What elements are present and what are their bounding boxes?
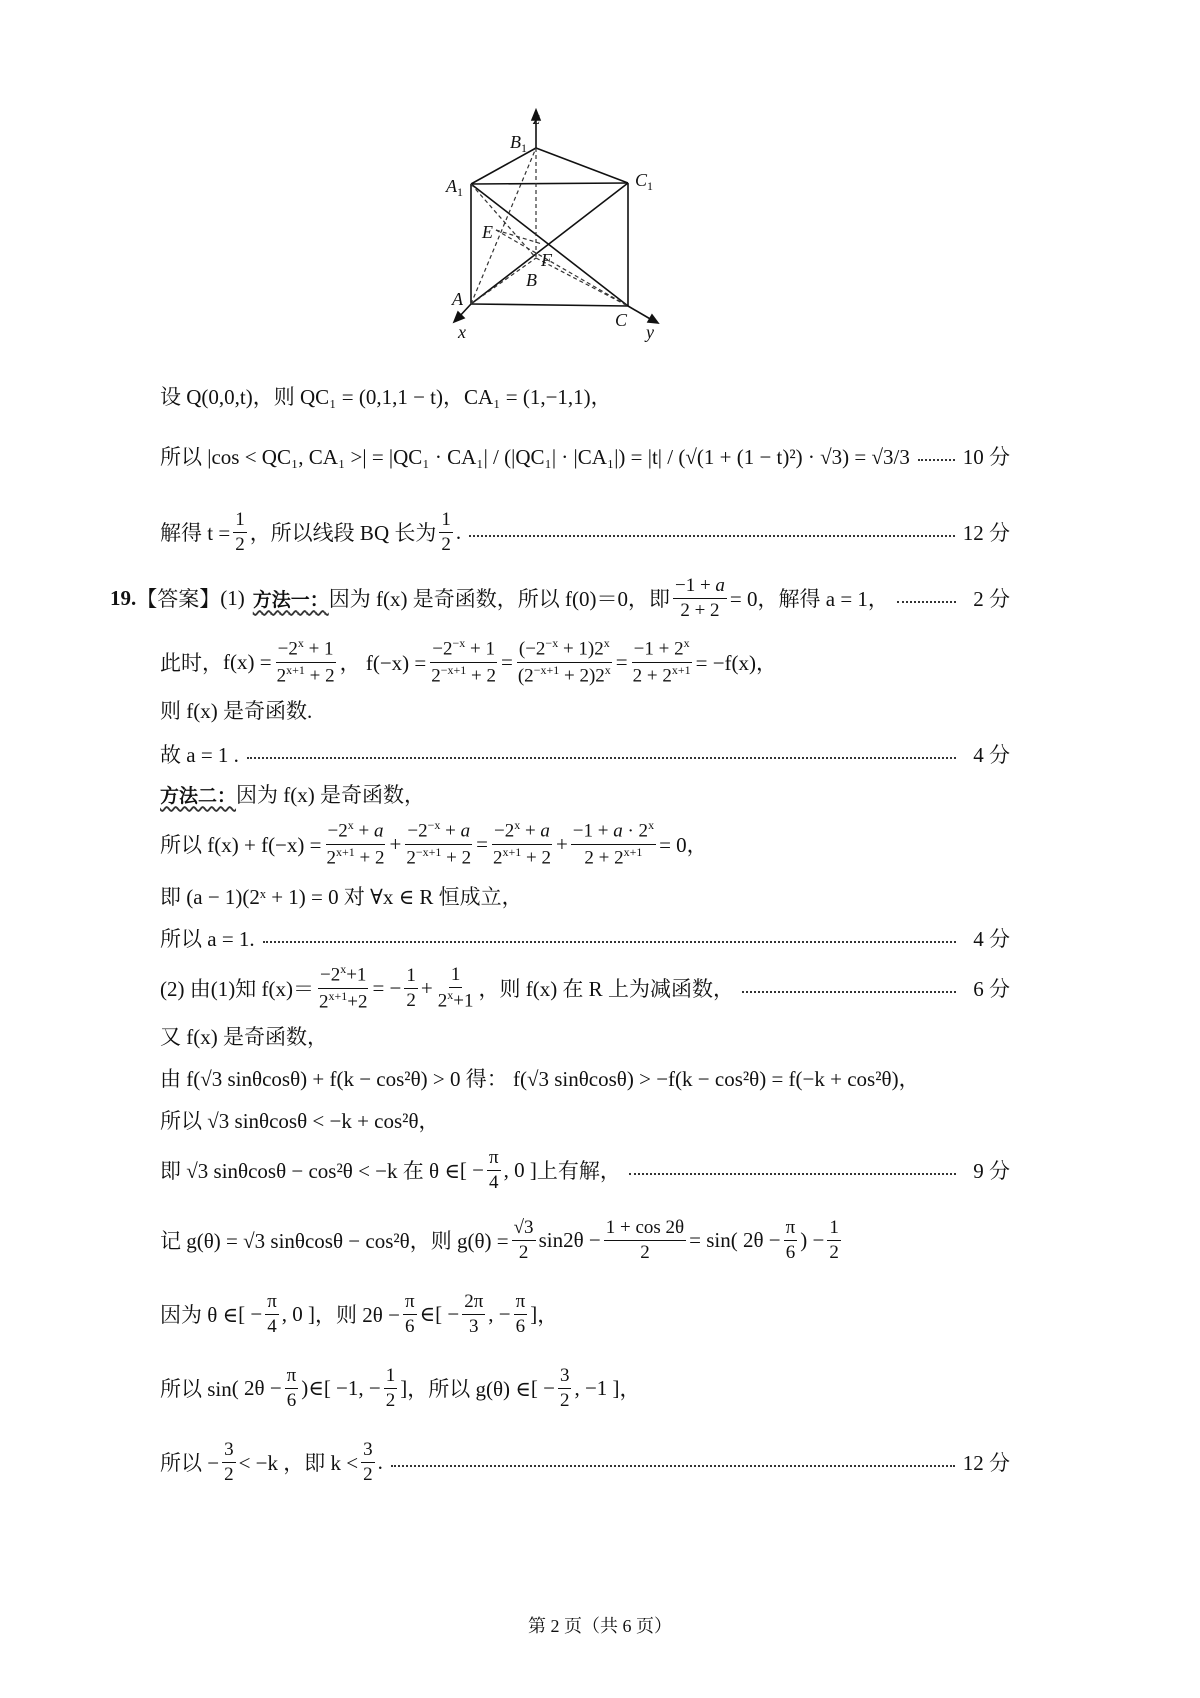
line-identity: 即 (a − 1)(2ˣ + 1) = 0 对 ∀x ∈ R 恒成立， <box>160 885 523 909</box>
label-e: E <box>482 222 493 242</box>
line-part2: (2) 由(1)知 f(x)＝ $\frac{-2^x+1}{2^{x+1}+2}$ = − $\frac{1}{2}$ + $\frac{1}{2^x+1}$ ，则 f(x) 在 R 上为减函数， 6 分 <box>160 962 1010 1012</box>
line-set-q: 设 Q(0,0,t)，则 QC₁ = (0,1,1 − t)，CA₁ = (1,−1,1)， <box>160 385 612 409</box>
label-b: B <box>526 270 537 290</box>
dot-leader <box>469 535 955 537</box>
dot-leader <box>263 941 956 943</box>
dot-leader <box>897 601 956 603</box>
label-a: A <box>452 289 463 309</box>
svg-text:C1: $C_1$ <box>635 170 654 193</box>
line-cos: 所以 |cos < QC₁, CA₁ >| = |QC₁ · CA₁| / (|QC₁| · |CA₁|) = |t| / (√(1 + (1 − t)²) · √3) = √3/3 10 分 <box>160 445 1010 469</box>
line-conclusion: 所以 − $\frac{3}{2}$ < −k ，即 k < $\frac{3}{2}$ . 12 分 <box>160 1438 1010 1485</box>
line-method-two: 方法二： 因为 f(x) 是奇函数， <box>160 770 425 818</box>
method-two-label: 方法二： <box>160 784 237 807</box>
label-x: x <box>458 322 466 342</box>
method-one-label: 方法一： <box>252 588 329 611</box>
prism-figure <box>430 108 710 348</box>
dot-leader <box>742 991 956 993</box>
dot-leader <box>918 459 955 461</box>
q19-header: 19. 【答案】 (1) 方法一： 因为 f(x) 是奇函数，所以 f(0)＝0，即 $\frac{-1 + a}{2 + 2}$ = 0，解得 a = 1， 2 分 <box>110 574 1010 621</box>
line-odd-again: 又 f(x) 是奇函数， <box>160 1025 328 1049</box>
line-define-g: 记 g(θ) = √3 sinθcosθ − cos²θ，则 g(θ) = $\frac{√3}{2}$ sin2θ − $\frac{1 + \cos 2\theta}{2}$ = sin ( 2θ − $\frac{\pi}{6}$ ) − $\frac{1}{2}$ <box>160 1216 839 1263</box>
line-inequality: 由 f(√3 sinθcosθ) + f(k − cos²θ) > 0 得： f(√3 sinθcosθ) > −f(k − cos²θ) = f(−k + cos²θ)， <box>160 1067 920 1091</box>
label-b1: B <box>510 132 521 152</box>
label-c1: C <box>635 170 648 190</box>
dot-leader <box>629 1173 956 1175</box>
label-z: z <box>533 108 541 128</box>
line-range-theta: 因为 θ ∈ [ − $\frac{\pi}{4}$ , 0 ] ，则 2θ − $\frac{\pi}{6}$ ∈ [ − $\frac{2\pi}{3}$ , − $\frac{\pi}{6}$ ] ， <box>160 1290 559 1337</box>
label-y: y <box>646 322 654 342</box>
label-c: C <box>615 310 628 330</box>
line-reduce: 所以 √3 sinθcosθ < −k + cos²θ， <box>160 1109 440 1133</box>
svg-text:B1: $B_1$ <box>510 132 527 155</box>
line-sum-zero: 所以 f(x) + f(−x) = $\frac{-2^x + a}{2^{x+1} + 2}$ + $\frac{-2^{-x} + a}{2^{-x+1} + 2}$ = $\frac{-2^x + a}{2^{x+1} + 2}$ + $\frac{-1 + a \cdot 2^x}{2 + 2^{x+1}}$ = 0， <box>160 818 708 868</box>
dot-leader <box>247 757 956 759</box>
line-check-odd: 此时， f(x) = $\frac{-2^x + 1}{2^{x+1} + 2}$ ， f(−x) = $\frac{-2^{-x} + 1}{2^{-x+1} + 2}$ = $\frac{(-2^{-x} + 1)2^x}{(2^{-x+1} + 2)2^x}$ = $\frac{-1 + 2^x}{2 + 2^{x+1}}$ = −f(x)， <box>160 636 778 686</box>
label-f: F <box>541 250 552 270</box>
dot-leader <box>391 1465 955 1467</box>
label-a1: A <box>446 176 457 196</box>
question-number: 19. <box>110 585 137 610</box>
line-is-odd: 则 f(x) 是奇函数. <box>160 699 313 723</box>
line-solve-t: 解得 t = $\frac{1}{2}$ ，所以线段 BQ 长为 $\frac{1}{2}$ . 12 分 <box>160 508 1010 555</box>
line-a-equals-2: 所以 a = 1. 4 分 <box>160 927 1010 951</box>
line-has-solution: 即 √3 sinθcosθ − cos²θ < −k 在 θ ∈ [ − $\frac{\pi}{4}$ , 0 ] 上有解， 9 分 <box>160 1146 1010 1193</box>
page-footer: 第 2 页（共 6 页） <box>528 1616 672 1636</box>
svg-text:A1: $A_1$ <box>446 176 463 199</box>
line-range-sin: 所以 sin ( 2θ − $\frac{\pi}{6}$ ) ∈ [ −1, − $\frac{1}{2}$ ] ，所以 g(θ) ∈ [ − $\frac{3}{2}$ , −1 ] ， <box>160 1364 641 1411</box>
line-a-equals: 故 a = 1 . 4 分 <box>160 743 1010 767</box>
